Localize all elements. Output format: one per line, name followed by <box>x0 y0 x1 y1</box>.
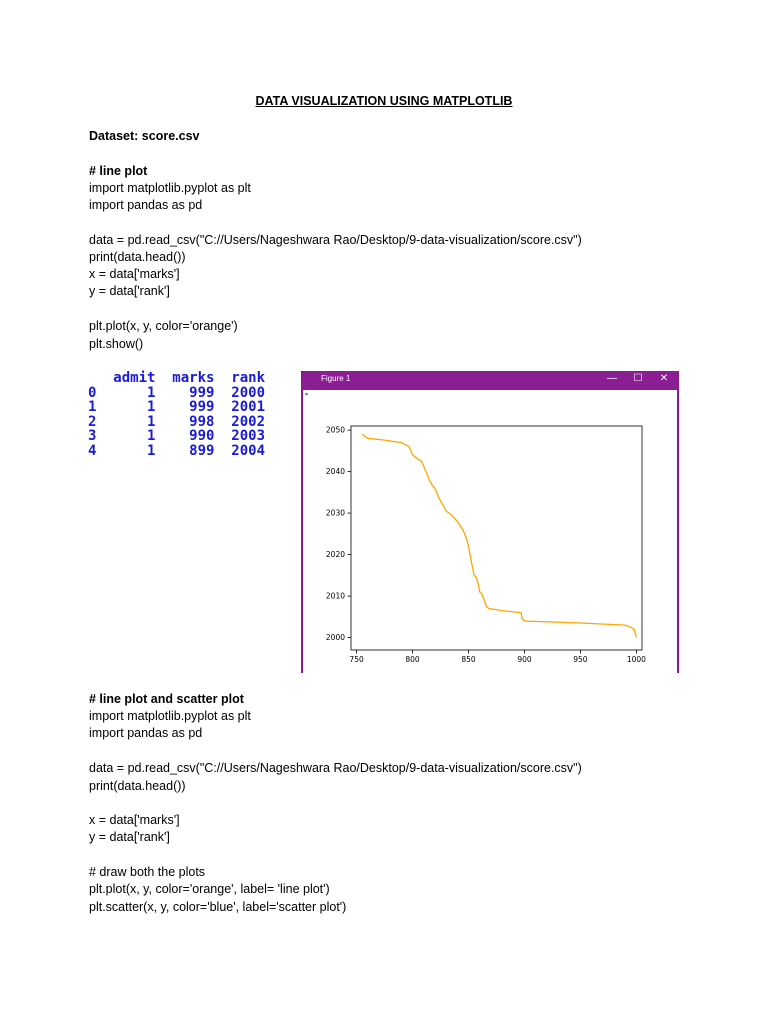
minimize-button[interactable]: — <box>607 373 617 384</box>
code-line: plt.show() <box>89 337 144 351</box>
figure-window <box>301 371 679 673</box>
maximize-button[interactable]: ☐ <box>633 373 643 384</box>
x-tick-label: 950 <box>573 655 588 664</box>
y-tick-label: 2050 <box>325 425 345 435</box>
y-tick-label: 2010 <box>325 591 345 601</box>
code-line: plt.plot(x, y, color='orange') <box>89 319 238 333</box>
code-line: y = data['rank'] <box>89 830 170 844</box>
section2-heading: # line plot and scatter plot <box>89 692 244 706</box>
figure-title: Figure 1 <box>321 374 351 383</box>
plot-area <box>351 426 642 650</box>
console-header: admit marks rank <box>88 370 266 386</box>
console-row: 0 1 999 2000 <box>88 384 266 401</box>
x-tick-label: 850 <box>461 655 476 664</box>
y-tick-label: 2020 <box>325 550 345 560</box>
code-line: plt.scatter(x, y, color='blue', label='scatter plot') <box>89 900 347 914</box>
x-tick-label: 1000 <box>626 655 646 664</box>
code-line: plt.plot(x, y, color='orange', label= 'line plot') <box>89 882 330 896</box>
close-button[interactable]: ✕ <box>659 373 669 384</box>
console-output <box>88 371 265 458</box>
code-line: x = data['marks'] <box>89 813 180 827</box>
code-line: data = pd.read_csv("C://Users/Nageshwara Rao/Desktop/9-data-visualization/score.csv") <box>89 761 582 775</box>
code-line: x = data['marks'] <box>89 267 180 281</box>
code-line: print(data.head()) <box>89 250 186 264</box>
dataset-label: Dataset: score.csv <box>89 129 200 143</box>
code-line: # draw both the plots <box>89 865 206 879</box>
x-tick-label: 900 <box>517 655 532 664</box>
code-line: import matplotlib.pyplot as plt <box>89 709 251 723</box>
y-tick-label: 2040 <box>325 467 345 477</box>
code-line: y = data['rank'] <box>89 284 170 298</box>
y-tick-label: 2000 <box>325 633 345 643</box>
line-chart <box>303 390 677 673</box>
x-tick-label: 750 <box>349 655 364 664</box>
page-title: DATA VISUALIZATION USING MATPLOTLIB <box>255 94 513 108</box>
code-line: import pandas as pd <box>89 198 203 212</box>
console-row: 3 1 990 2003 <box>88 428 266 444</box>
code-line: print(data.head()) <box>89 779 186 793</box>
console-row: 1 1 999 2001 <box>88 399 266 415</box>
code-line: import pandas as pd <box>89 726 203 740</box>
figure-titlebar[interactable] <box>303 371 677 390</box>
console-row: 2 1 998 2002 <box>88 413 266 430</box>
section1-heading: # line plot <box>89 164 148 178</box>
x-tick-label: 800 <box>405 655 420 664</box>
code-line: data = pd.read_csv("C://Users/Nageshwara Rao/Desktop/9-data-visualization/score.csv") <box>89 233 582 247</box>
code-line: import matplotlib.pyplot as plt <box>89 181 251 195</box>
console-row: 4 1 899 2004 <box>88 442 266 459</box>
y-tick-label: 2030 <box>325 508 345 518</box>
